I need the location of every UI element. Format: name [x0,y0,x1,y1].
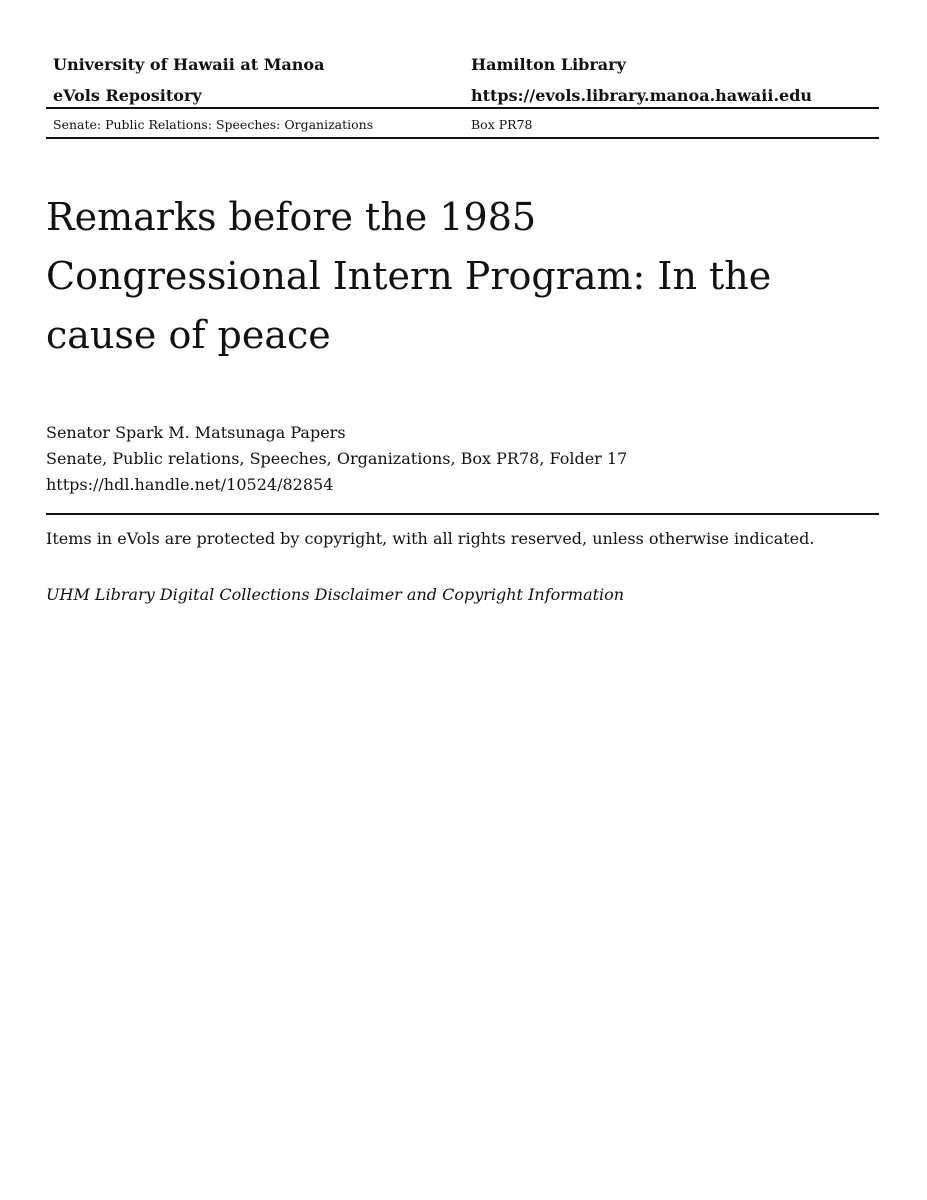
library-name: Hamilton Library [471,55,626,74]
handle-url-link[interactable]: https://hdl.handle.net/10524/82854 [46,475,334,494]
header-divider-top [46,107,879,109]
rights-statement: Items in eVols are protected by copyright, with all rights reserved, unless otherwise indicated. [46,529,815,548]
header-divider-bottom [46,137,879,139]
repository-url-link[interactable]: https://evols.library.manoa.hawaii.edu [471,86,813,105]
metadata-divider [46,513,879,515]
collection-name: Senator Spark M. Matsunaga Papers [46,423,346,442]
header-row-2 [46,83,879,114]
document-metadata [46,420,627,498]
cover-header [46,52,879,114]
box-label: Box PR78 [471,117,533,132]
institution-name: University of Hawaii at Manoa [53,55,325,74]
header-row-1 [46,52,879,83]
document-title: Remarks before the 1985 Congressional Intern Program: In the cause of peace [46,195,772,357]
repository-name: eVols Repository [53,86,202,105]
collection-path: Senate: Public Relations: Speeches: Organizations [53,117,374,132]
disclaimer-link[interactable]: UHM Library Digital Collections Disclaimer and Copyright Information [46,585,625,604]
folder-location: Senate, Public relations, Speeches, Organizations, Box PR78, Folder 17 [46,449,628,468]
